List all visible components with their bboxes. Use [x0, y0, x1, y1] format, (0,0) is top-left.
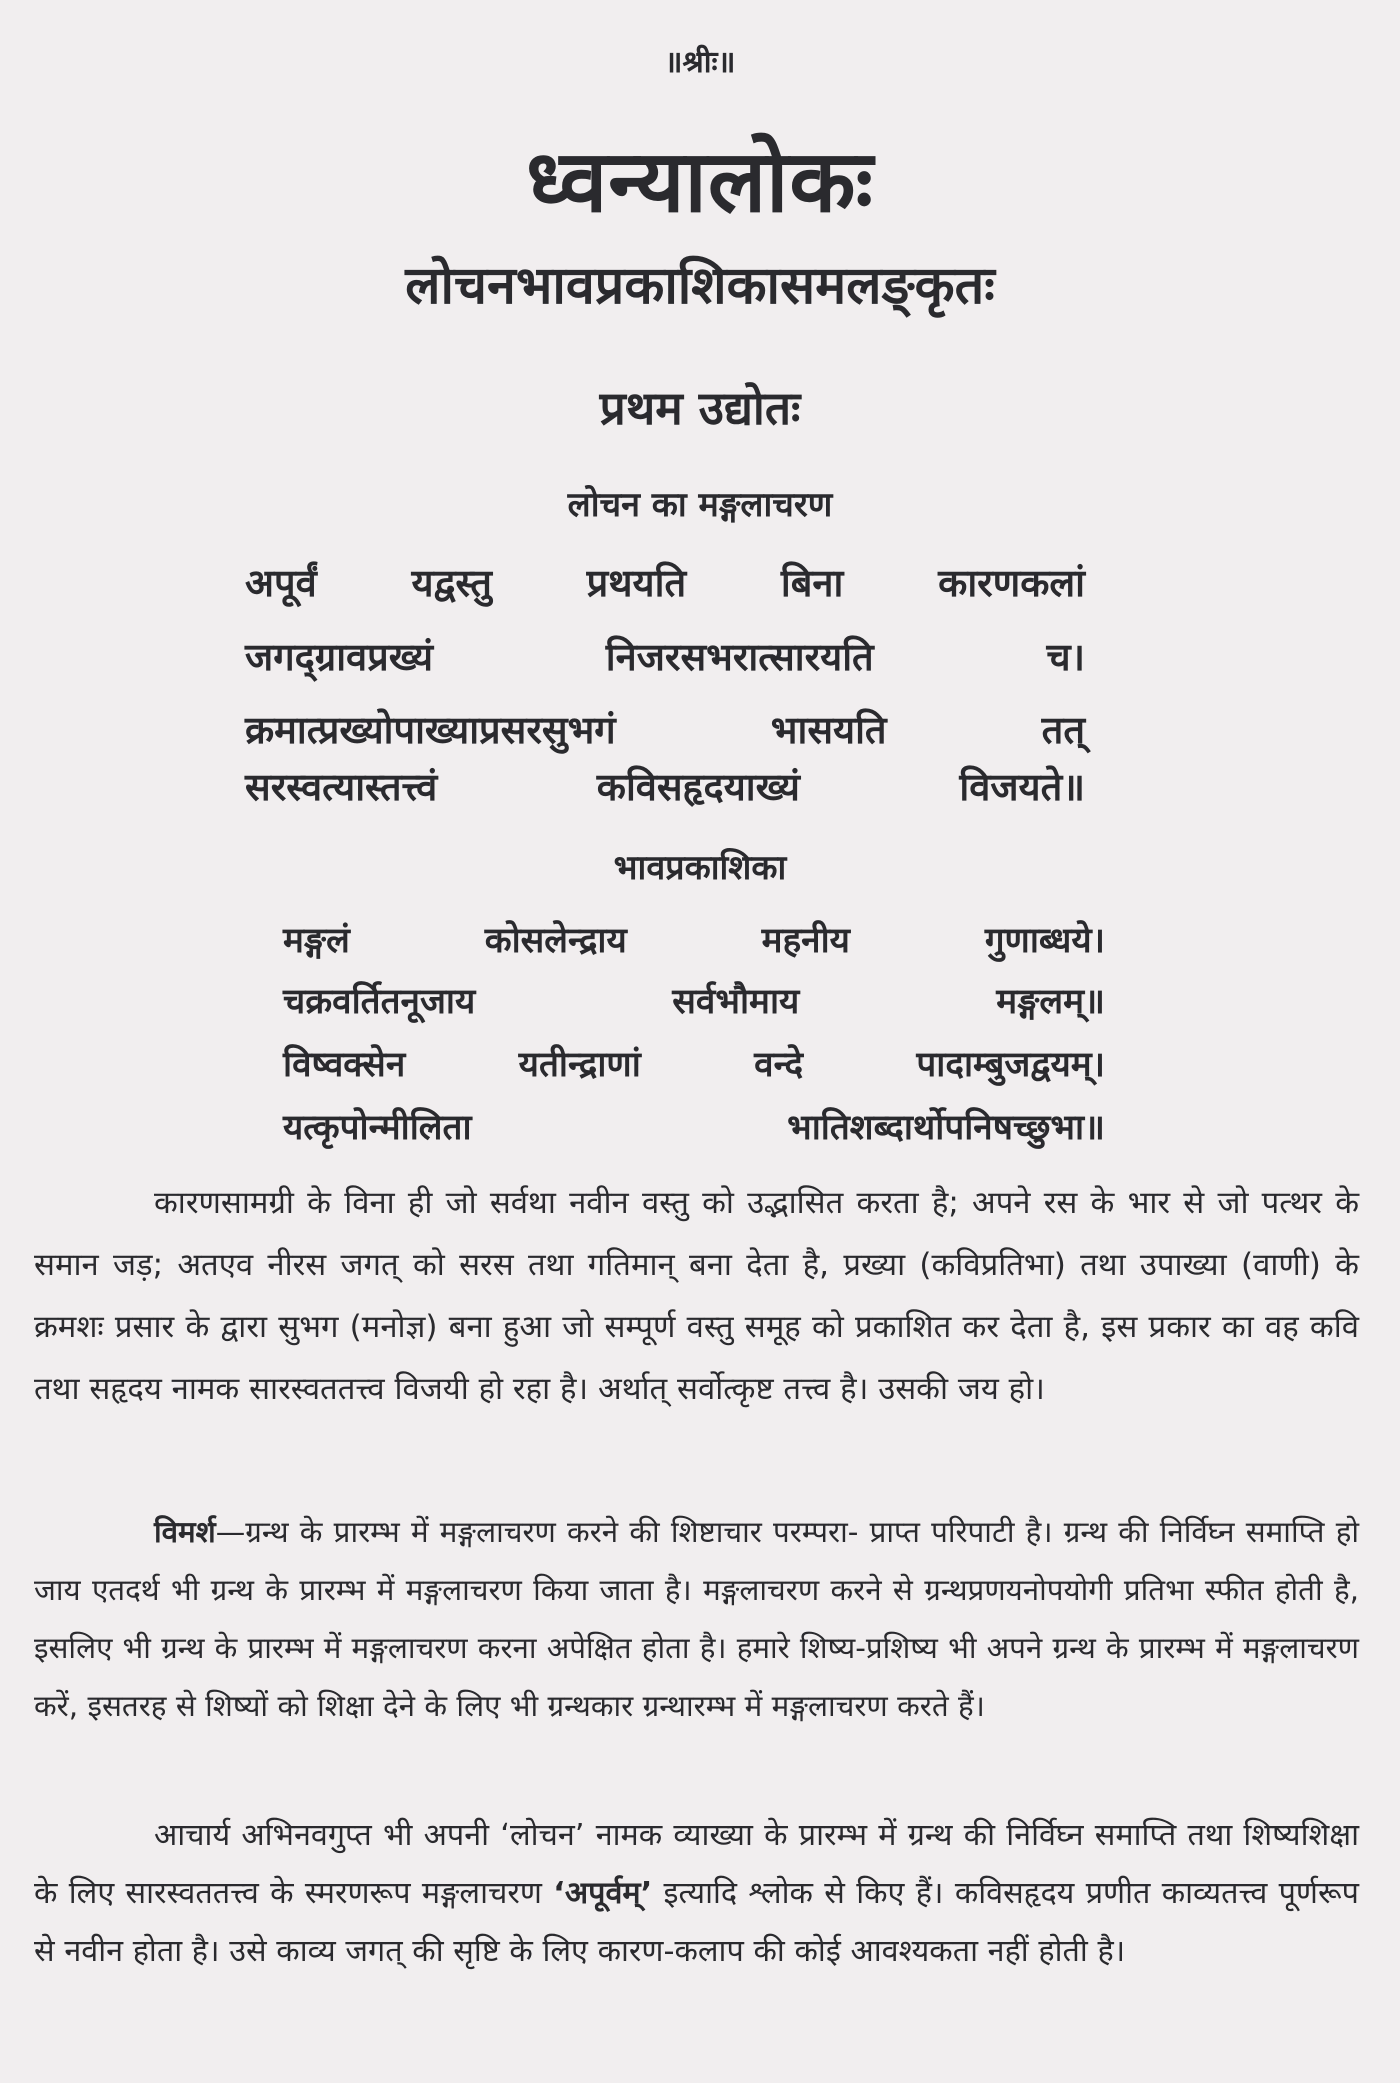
verse-word: सरस्वत्यास्तत्त्वं	[245, 765, 438, 809]
verse-word: अपूर्वं	[245, 561, 317, 605]
verse-word: यतीन्द्राणां	[518, 1045, 641, 1085]
verse-word: यत्कृपोन्मीलिता	[283, 1108, 472, 1148]
page-title: ध्वन्यालोकः	[526, 132, 874, 232]
invocation: ॥श्रीः॥	[664, 45, 736, 80]
verse-word: मङ्गलं	[283, 921, 350, 961]
commentary-text: —ग्रन्थ के प्रारम्भ में मङ्गलाचरण करने की शिष्टाचार परम्परा- प्राप्त परिपाटी है। ग्रन्थ की निर्विघ्न समाप्ति हो जाय एतदर्थ भी ग्रन्थ के प्रारम्भ में मङ्गलाचरण किया जाता है। मङ्गलाचरण करने से ग्रन्थप्रणयनोपयोगी प्रतिभा स्फीत होती है, इसलिए भी ग्रन्थ के प्रारम्भ में मङ्गलाचरण करना अपेक्षित होता है। हमारे शिष्य-प्रशिष्य भी अपने ग्रन्थ के प्रारम्भ में मङ्गलाचरण करें, इसतरह से शिष्यों को शिक्षा देने के लिए भी ग्रन्थकार ग्रन्थारम्भ में मङ्गलाचरण करते हैं।	[34, 1515, 1359, 1723]
closing-highlight: ‘अपूर्वम्’	[553, 1876, 653, 1911]
verse-line	[283, 1040, 1105, 1087]
section-heading-lochana: लोचन का मङ्गलाचरण	[567, 485, 833, 525]
closing-paragraph	[34, 1807, 1359, 1981]
verse-word: गुणाब्धये।	[984, 921, 1105, 961]
closing-text-end: इत्यादि श्लोक से किए हैं। कविसहृदय प्रणीत काव्यतत्त्व पूर्णरूप से नवीन होता है। उसे काव्य जगत् की सृष्टि के लिए कारण-कलाप की कोई आवश्यकता नहीं होती है।	[34, 1876, 1359, 1969]
verse-word: यद्वस्तु	[411, 561, 492, 605]
verse-word: भातिशब्दार्थोपनिषच्छुभा॥	[787, 1108, 1105, 1148]
verse-line	[245, 760, 1085, 812]
verse-word: विजयते॥	[959, 765, 1085, 809]
verse-line	[245, 703, 1085, 755]
verse-word: सर्वभौमाय	[672, 982, 800, 1022]
translation-paragraph	[34, 1172, 1359, 1420]
verse-word: विष्वक्सेन	[283, 1045, 406, 1085]
section-heading-bhavaprakashika: भावप्रकाशिका	[613, 848, 787, 888]
chapter-heading: प्रथम उद्योतः	[599, 381, 801, 435]
verse-line	[283, 1103, 1105, 1150]
verse-word: भासयति	[770, 708, 887, 752]
verse-line	[245, 630, 1085, 682]
verse-word: जगद्ग्रावप्रख्यं	[245, 635, 434, 679]
verse-word: क्रमात्प्रख्योपाख्याप्रसरसुभगं	[245, 708, 616, 752]
verse-line	[283, 977, 1105, 1024]
verse-word: चक्रवर्तितनूजाय	[283, 982, 476, 1022]
closing-text-start: आचार्य अभिनवगुप्त भी अपनी ‘लोचन’ नामक व्याख्या के प्रारम्भ में ग्रन्थ की निर्विघ्न समाप्ति तथा शिष्यशिक्षा के लिए सारस्वततत्त्व के स्मरणरूप मङ्गलाचरण	[34, 1818, 1359, 1911]
subtitle: लोचनभावप्रकाशिकासमलङ्कृतः	[405, 256, 995, 316]
verse-word: वन्दे	[754, 1045, 804, 1085]
verse-word: कविसहृदयाख्यं	[596, 765, 800, 809]
verse-word: प्रथयति	[586, 561, 687, 605]
verse-word: तत्	[1041, 708, 1085, 752]
translation-text: कारणसामग्री के विना ही जो सर्वथा नवीन वस्तु को उद्भासित करता है; अपने रस के भार से जो पत्थर के समान जड़; अतएव नीरस जगत् को सरस तथा गतिमान् बना देता है, प्रख्या (कविप्रतिभा) तथा उपाख्या (वाणी) के क्रमशः प्रसार के द्वारा सुभग (मनोज्ञ) बना हुआ जो सम्पूर्ण वस्तु समूह को प्रकाशित कर देता है, इस प्रकार का वह कवि तथा सहृदय नामक सारस्वततत्त्व विजयी हो रहा है। अर्थात् सर्वोत्कृष्ट तत्त्व है। उसकी जय हो।	[34, 1185, 1359, 1407]
verse-word: च।	[1046, 635, 1085, 679]
verse-word: महनीय	[761, 921, 850, 961]
verse-word: मङ्गलम्॥	[996, 982, 1105, 1022]
verse-line	[245, 556, 1085, 608]
verse-line	[283, 916, 1105, 963]
verse-word: कोसलेन्द्राय	[484, 921, 627, 961]
verse-word: निजरसभरात्सारयति	[605, 635, 874, 679]
commentary-paragraph	[34, 1503, 1359, 1735]
commentary-label: विमर्श	[154, 1515, 216, 1549]
verse-word: बिना	[780, 561, 844, 605]
verse-word: पादाम्बुजद्वयम्।	[916, 1045, 1105, 1085]
verse-word: कारणकलां	[938, 561, 1085, 605]
